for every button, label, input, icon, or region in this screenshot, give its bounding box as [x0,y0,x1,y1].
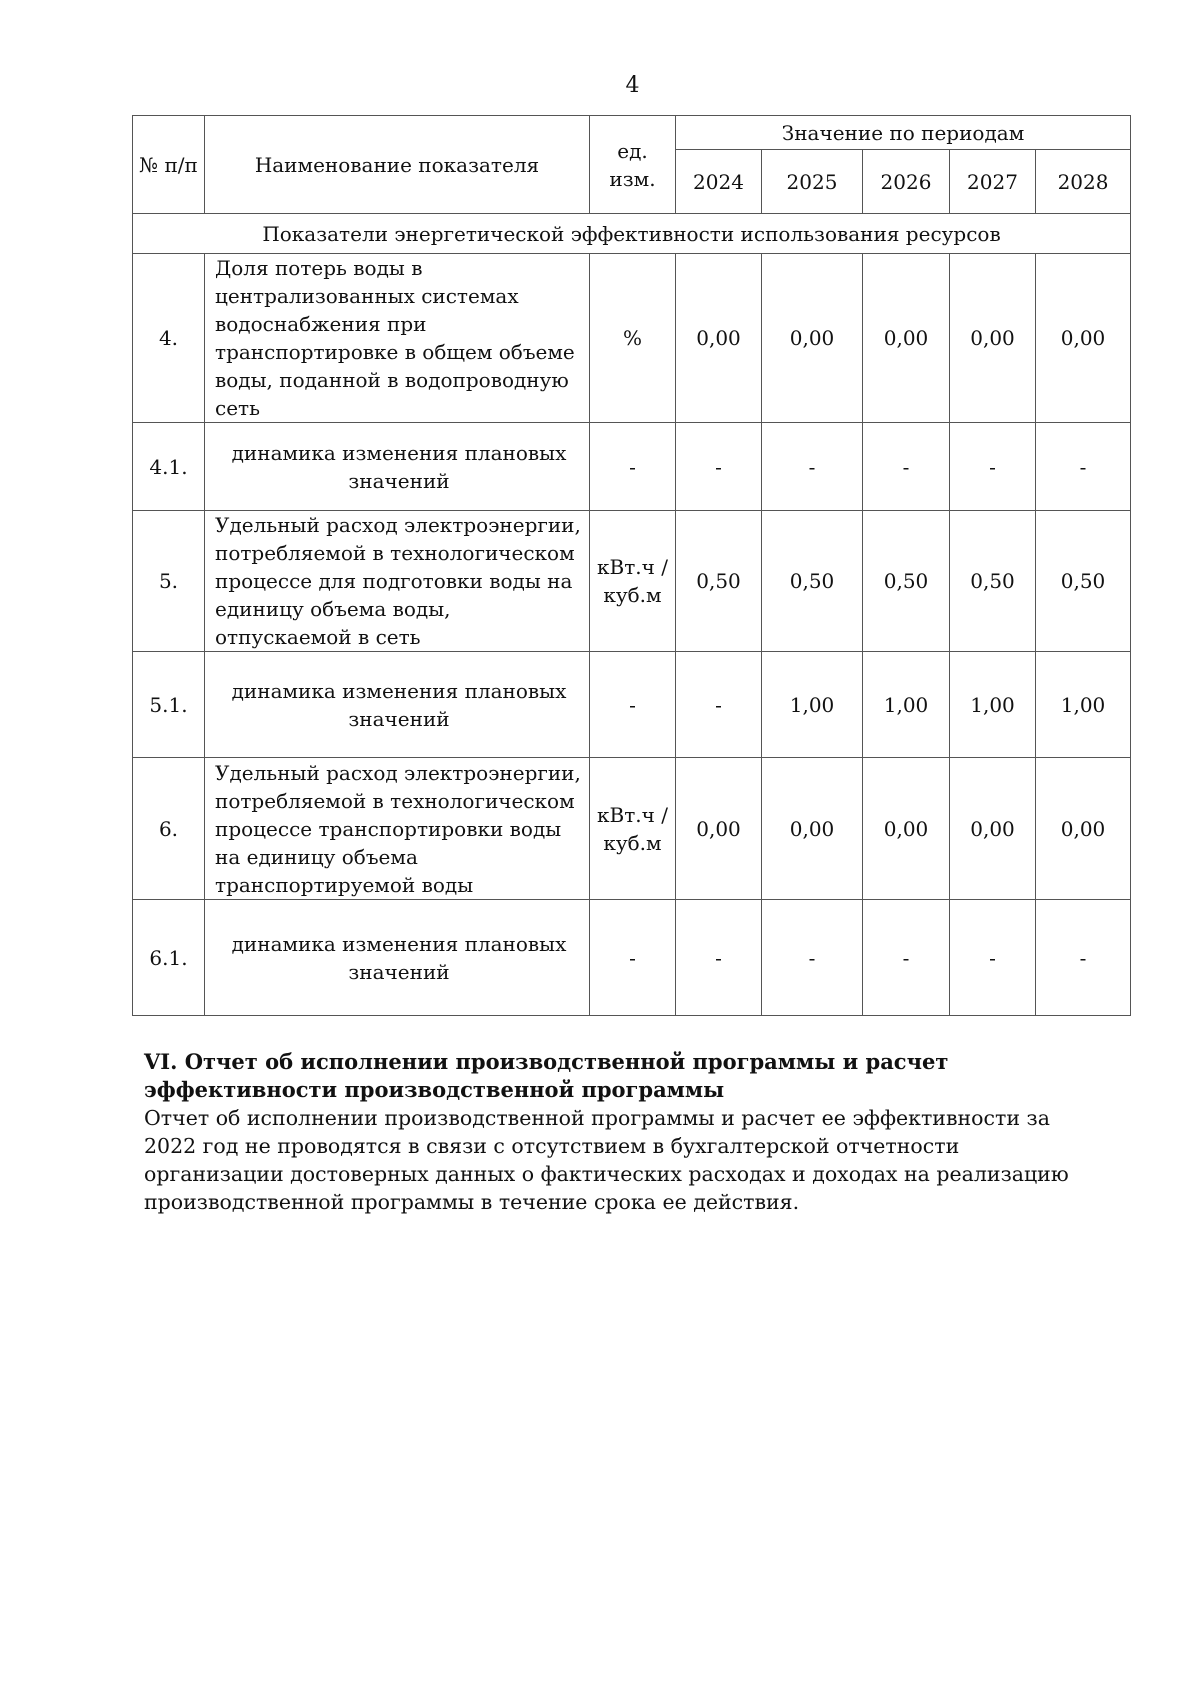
row-unit: - [590,900,676,1016]
header-year: 2024 [676,150,762,214]
section-6-title: VI. Отчет об исполнении производственной программы и расчет эффективности производственной программы [144,1049,949,1102]
row-name: Удельный расход электроэнергии, потребляемой в технологическом процессе транспортировки воды на единицу объема транспортируемой воды [205,758,590,900]
header-year: 2028 [1036,150,1131,214]
header-year: 2025 [762,150,863,214]
row-value: 0,00 [950,758,1036,900]
row-num: 6. [133,758,205,900]
table-row [133,758,1131,900]
indicators-table [132,115,1131,1016]
row-value: 0,50 [676,511,762,652]
row-name: динамика изменения плановых значений [205,423,590,511]
row-name: динамика изменения плановых значений [205,900,590,1016]
row-value: 0,00 [676,758,762,900]
header-year: 2026 [863,150,950,214]
row-value: 0,50 [863,511,950,652]
header-unit: ед. изм. [590,116,676,214]
row-unit: - [590,652,676,758]
row-value: 0,00 [1036,254,1131,423]
row-value: 0,00 [762,254,863,423]
table-row [133,254,1131,423]
row-value: 0,00 [950,254,1036,423]
row-num: 4.1. [133,423,205,511]
row-value: - [676,652,762,758]
section-row [133,214,1131,254]
row-unit: % [590,254,676,423]
row-unit: кВт.ч / куб.м [590,758,676,900]
row-value: 0,50 [950,511,1036,652]
header-name: Наименование показателя [205,116,590,214]
row-value: - [762,900,863,1016]
row-value: 1,00 [863,652,950,758]
row-name: динамика изменения плановых значений [205,652,590,758]
row-value: 1,00 [1036,652,1131,758]
page-number: 4 [625,73,640,98]
table-row [133,652,1131,758]
header-row-top [133,116,1131,150]
row-value: 0,00 [863,758,950,900]
row-value: - [1036,900,1131,1016]
row-name: Удельный расход электроэнергии, потребляемой в технологическом процессе для подготовки воды на единицу объема воды, отпускаемой в сеть [205,511,590,652]
row-value: - [863,423,950,511]
header-periods: Значение по периодам [676,116,1131,150]
row-value: 0,50 [762,511,863,652]
row-value: 1,00 [762,652,863,758]
row-value: - [1036,423,1131,511]
row-value: - [950,423,1036,511]
section-label: Показатели энергетической эффективности использования ресурсов [133,214,1131,254]
row-name: Доля потерь воды в централизованных системах водоснабжения при транспортировке в общем объеме воды, поданной в водопроводную сеть [205,254,590,423]
row-value: - [762,423,863,511]
table-row [133,900,1131,1016]
row-value: - [863,900,950,1016]
row-value: 0,00 [863,254,950,423]
row-num: 6.1. [133,900,205,1016]
header-num: № п/п [133,116,205,214]
row-value: 1,00 [950,652,1036,758]
row-value: - [676,900,762,1016]
row-unit: - [590,423,676,511]
row-value: 0,00 [762,758,863,900]
row-value: - [676,423,762,511]
row-value: 0,00 [1036,758,1131,900]
row-num: 5.1. [133,652,205,758]
row-unit: кВт.ч / куб.м [590,511,676,652]
row-num: 5. [133,511,205,652]
row-num: 4. [133,254,205,423]
row-value: 0,00 [676,254,762,423]
row-value: 0,50 [1036,511,1131,652]
table-row [133,423,1131,511]
section-6-body: Отчет об исполнении производственной программы и расчет ее эффективности за 2022 год не проводятся в связи с отсутствием в бухгалтерской отчетности организации достоверных данных о фактических расходах и доходах на реализацию производственной программы в течение срока ее действия. [144,1106,1069,1214]
table-row [133,511,1131,652]
header-year: 2027 [950,150,1036,214]
row-value: - [950,900,1036,1016]
